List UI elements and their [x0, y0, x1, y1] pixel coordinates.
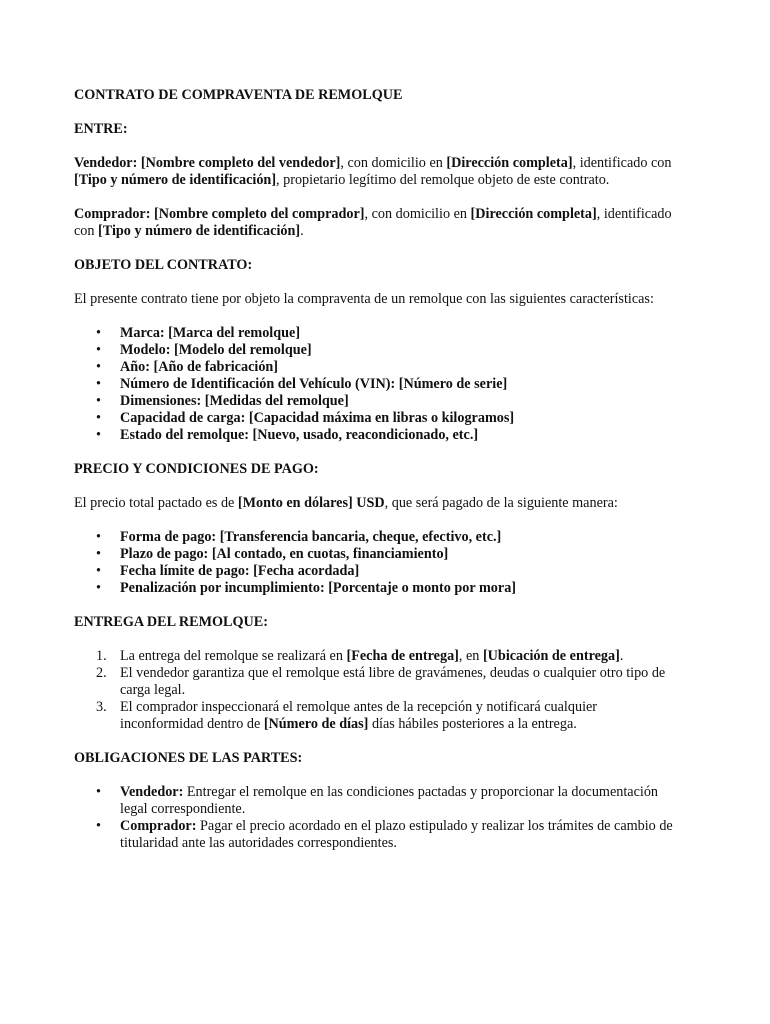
obligation-text: Pagar el precio acordado en el plazo estipulado y realizar los trámites de cambio de titularidad ante las autoridades correspondientes.	[120, 818, 673, 851]
price-paragraph	[74, 495, 674, 512]
obligation-text: Entregar el remolque en las condiciones pactadas y proporcionar la documentación legal correspondiente.	[120, 784, 659, 817]
price-text-1: El precio total pactado es de	[74, 495, 238, 511]
list-number: 1.	[96, 648, 107, 664]
seller-paragraph	[74, 155, 674, 189]
delivery-text: El vendedor garantiza que el remolque está libre de gravámenes, deudas o cualquier otro tipo de carga legal.	[120, 665, 666, 698]
trailer-features-list	[74, 325, 674, 444]
buyer-label: Comprador: [Nombre completo del comprador]	[74, 206, 365, 222]
buyer-address: [Dirección completa]	[470, 206, 597, 222]
list-item: • Plazo de pago: [Al contado, en cuotas, financiamiento]	[74, 546, 674, 563]
list-item: • Fecha límite de pago: [Fecha acordada]	[74, 563, 674, 580]
seller-text-1: , con domicilio en	[340, 155, 447, 171]
payment-terms-list	[74, 529, 674, 597]
list-number: 2.	[96, 665, 107, 681]
delivery-text: La entrega del remolque se realizará en	[120, 648, 347, 664]
list-item: • Estado del remolque: [Nuevo, usado, reacondicionado, etc.]	[74, 427, 674, 444]
price-heading: PRECIO Y CONDICIONES DE PAGO:	[74, 461, 319, 477]
delivery-text: , en	[458, 648, 483, 664]
object-intro: El presente contrato tiene por objeto la compraventa de un remolque con las siguientes características:	[74, 291, 654, 307]
delivery-heading: ENTREGA DEL REMOLQUE:	[74, 614, 268, 630]
seller-label: Vendedor: [Nombre completo del vendedor]	[74, 155, 341, 171]
buyer-text-1: , con domicilio en	[364, 206, 471, 222]
obligations-heading: OBLIGACIONES DE LAS PARTES:	[74, 750, 303, 766]
list-item	[74, 699, 674, 733]
list-item	[74, 818, 674, 852]
list-number: 3.	[96, 699, 107, 715]
price-text-2: , que será pagado de la siguiente manera:	[384, 495, 618, 511]
list-item	[74, 784, 674, 818]
object-heading: OBJETO DEL CONTRATO:	[74, 257, 253, 273]
seller-text-3: , propietario legítimo del remolque objeto de este contrato.	[276, 172, 610, 188]
list-item: • Año: [Año de fabricación]	[74, 359, 674, 376]
obligation-party: Vendedor:	[120, 784, 184, 800]
price-amount: [Monto en dólares] USD	[237, 495, 385, 511]
list-item: • Penalización por incumplimiento: [Porcentaje o monto por mora]	[74, 580, 674, 597]
buyer-text-3: .	[300, 223, 304, 239]
parties-heading: ENTRE:	[74, 121, 128, 137]
buyer-text-2: , identificado con	[74, 206, 672, 239]
list-item: • Capacidad de carga: [Capacidad máxima en libras o kilogramos]	[74, 410, 674, 427]
list-item	[74, 648, 674, 665]
obligations-list	[74, 784, 674, 852]
seller-id: [Tipo y número de identificación]	[74, 172, 277, 188]
contract-document	[74, 87, 674, 869]
delivery-list	[74, 648, 674, 733]
delivery-text: El comprador inspeccionará el remolque antes de la recepción y notificará cualquier inconformidad dentro de	[120, 699, 598, 732]
delivery-text: días hábiles posteriores a la entrega.	[368, 716, 577, 732]
list-item: • Forma de pago: [Transferencia bancaria, cheque, efectivo, etc.]	[74, 529, 674, 546]
list-item: • Marca: [Marca del remolque]	[74, 325, 674, 342]
list-item: • Número de Identificación del Vehículo (VIN): [Número de serie]	[74, 376, 674, 393]
delivery-text: .	[619, 648, 624, 664]
list-item: • Modelo: [Modelo del remolque]	[74, 342, 674, 359]
delivery-location: [Ubicación de entrega]	[482, 648, 620, 664]
obligation-party: Comprador:	[120, 818, 197, 834]
seller-text-2: , identificado con	[572, 155, 672, 171]
buyer-id: [Tipo y número de identificación]	[98, 223, 301, 239]
seller-address: [Dirección completa]	[446, 155, 573, 171]
buyer-paragraph	[74, 206, 674, 240]
list-item	[74, 665, 674, 699]
inspection-days: [Número de días]	[263, 716, 369, 732]
list-item: • Dimensiones: [Medidas del remolque]	[74, 393, 674, 410]
delivery-date: [Fecha de entrega]	[346, 648, 459, 664]
document-title: CONTRATO DE COMPRAVENTA DE REMOLQUE	[74, 87, 403, 103]
